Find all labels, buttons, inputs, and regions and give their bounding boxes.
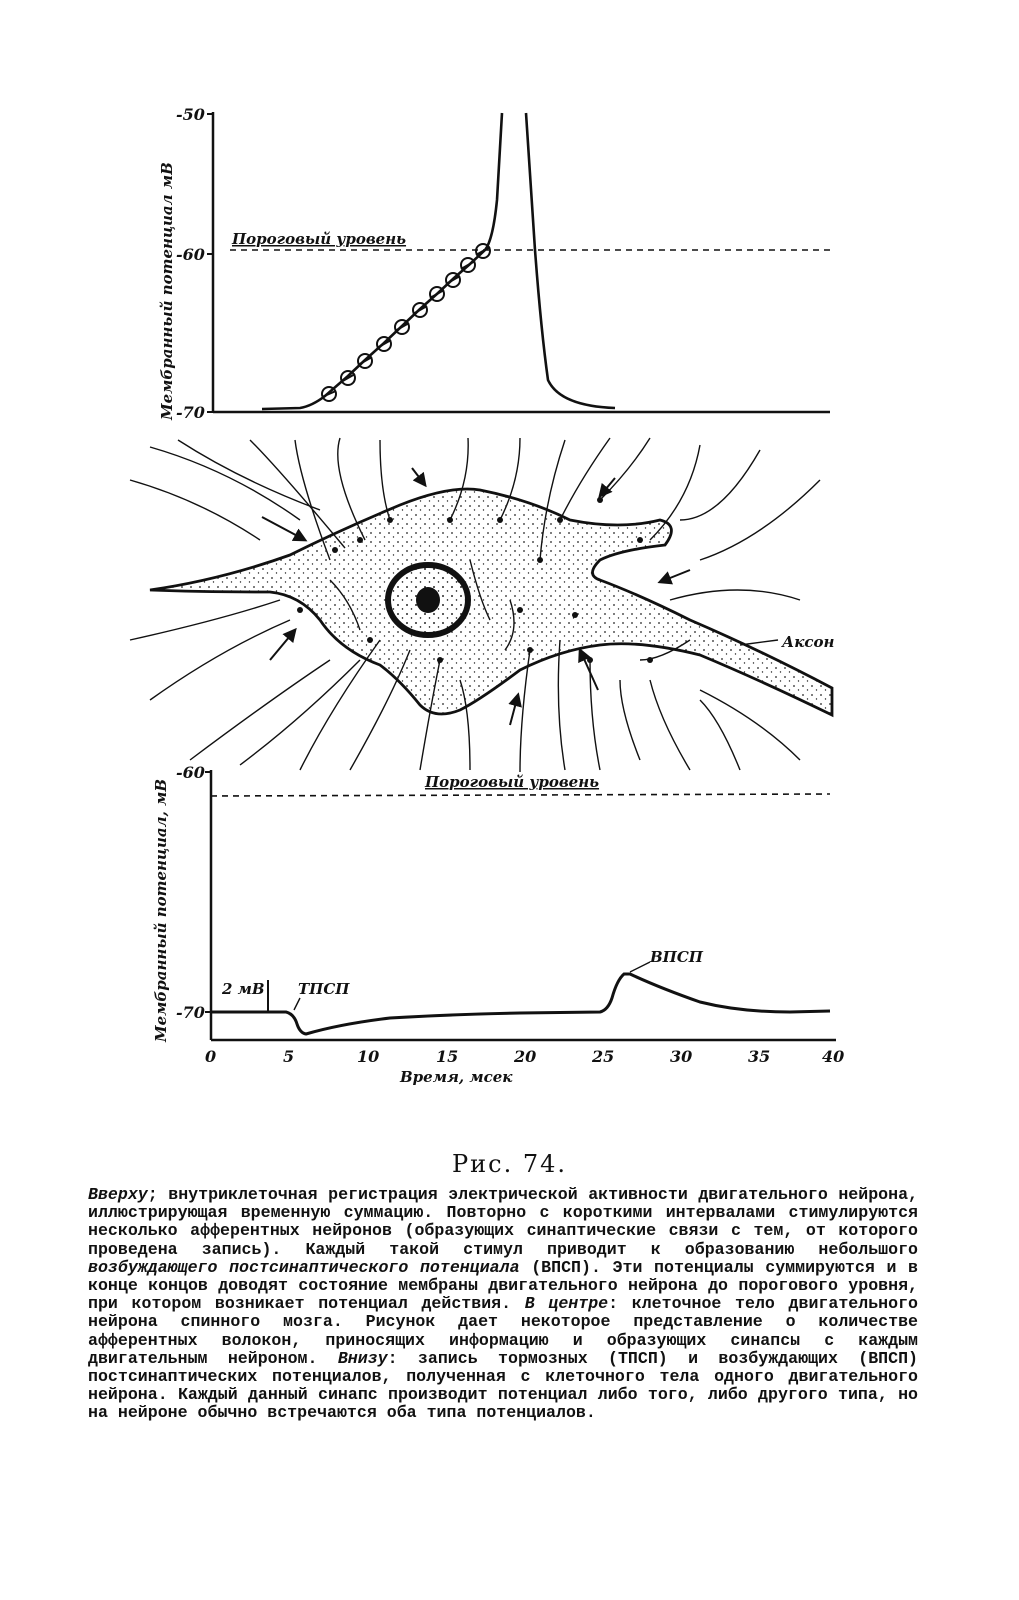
bottom-threshold-line [211, 794, 830, 796]
arrow-icon [270, 630, 295, 660]
top-chart [158, 105, 832, 422]
top-ytick-label: -50 [176, 105, 205, 124]
caption-center-text: : клеточное тело двигательного нейрона спинного мозга. Рисунок дает некоторое представление о количестве афферентных волокон, приносящих информацию и образующих синапсы с каждым двигательным нейроном. [88, 1294, 918, 1368]
arrow-icon [262, 517, 305, 540]
top-ytick-label: -70 [176, 403, 205, 422]
epsp-marker [413, 303, 427, 317]
caption-top-label: Вверху [88, 1185, 148, 1204]
top-y-axis-label: Мембранный потенциал мВ [158, 162, 176, 420]
epsp-pointer [630, 962, 650, 972]
top-ytick-label: -60 [176, 245, 205, 264]
arrow-icon [660, 570, 690, 582]
caption-top-text-end: (ВПСП). Эти потенциалы суммируются и в конце концов доводят состояние мембраны двигательного нейрона до порогового уровня, при котором возникает потенциал действия. [88, 1257, 918, 1314]
epsp-markers [322, 244, 490, 401]
cell-body [150, 489, 832, 715]
axon-label: Аксон [782, 633, 835, 651]
bottom-xtick-label: 10 [357, 1047, 380, 1066]
arrow-icon [510, 695, 518, 725]
bottom-threshold-label: Пороговый уровень [425, 773, 600, 791]
top-threshold-label: Пороговый уровень [232, 230, 407, 248]
bottom-xtick-label: 40 [822, 1047, 845, 1066]
epsp-marker [358, 354, 372, 368]
bottom-x-axis-label: Время, мсек [400, 1068, 513, 1086]
epsp-marker [461, 258, 475, 272]
epsp-marker [322, 387, 336, 401]
bottom-xticks [205, 1047, 844, 1066]
top-membrane-trace [262, 113, 615, 409]
bottom-xtick-label: 15 [436, 1047, 459, 1066]
neuron-drawing [130, 438, 835, 772]
bottom-xtick-label: 0 [205, 1047, 217, 1066]
bottom-chart [152, 763, 844, 1086]
arrow-icon [412, 468, 425, 485]
bottom-xtick-label: 20 [514, 1047, 537, 1066]
epsp-label: ВПСП [650, 948, 703, 966]
bottom-ytick-label: -60 [176, 763, 205, 782]
bottom-xtick-label: 5 [283, 1047, 295, 1066]
figure-caption [88, 1186, 918, 1423]
bottom-xtick-label: 35 [748, 1047, 771, 1066]
axon-pointer [740, 640, 778, 645]
bottom-y-axis-label: Мембранный потенциал, мВ [152, 778, 170, 1042]
caption-epsp-term: возбуждающего постсинаптического потенциала [88, 1257, 520, 1277]
epsp-marker [395, 320, 409, 334]
caption-top-text: ; внутриклеточная регистрация электрической активности двигательного нейрона, иллюстрирующая временную суммацию. Повторно с короткими интервалами стимулируются несколько афферентных нейронов (образующих синаптические связи с тем, от которого проведена запись). Каждый такой стимул приводит к образованию небольшого [88, 1185, 918, 1259]
epsp-marker [377, 337, 391, 351]
bottom-ytick-label: -70 [176, 1003, 205, 1022]
arrow-icon [580, 650, 598, 690]
epsp-marker [341, 371, 355, 385]
nucleolus [416, 587, 440, 613]
scale-bar-label: 2 мВ [222, 980, 265, 998]
bottom-xtick-label: 25 [592, 1047, 615, 1066]
bottom-xtick-label: 30 [670, 1047, 693, 1066]
caption-bottom-label: Внизу [337, 1348, 388, 1368]
caption-center-label: В центре [524, 1294, 609, 1314]
epsp-marker [430, 287, 444, 301]
epsp-marker [476, 244, 490, 258]
caption-bottom-text: : запись тормозных (ТПСП) и возбуждающих (ВПСП) постсинаптических потенциалов, полученная с клеточного тела одного двигательного нейрона. Каждый данный синапс производит потенциал либо того, либо другого типа, но на нейроне обычно встречаются оба типа потенциалов. [88, 1348, 919, 1423]
figure-caption-title: Рис. 74. [451, 1150, 567, 1178]
epsp-marker [446, 273, 460, 287]
ipsp-pointer [294, 998, 300, 1010]
ipsp-label: ТПСП [298, 980, 350, 998]
